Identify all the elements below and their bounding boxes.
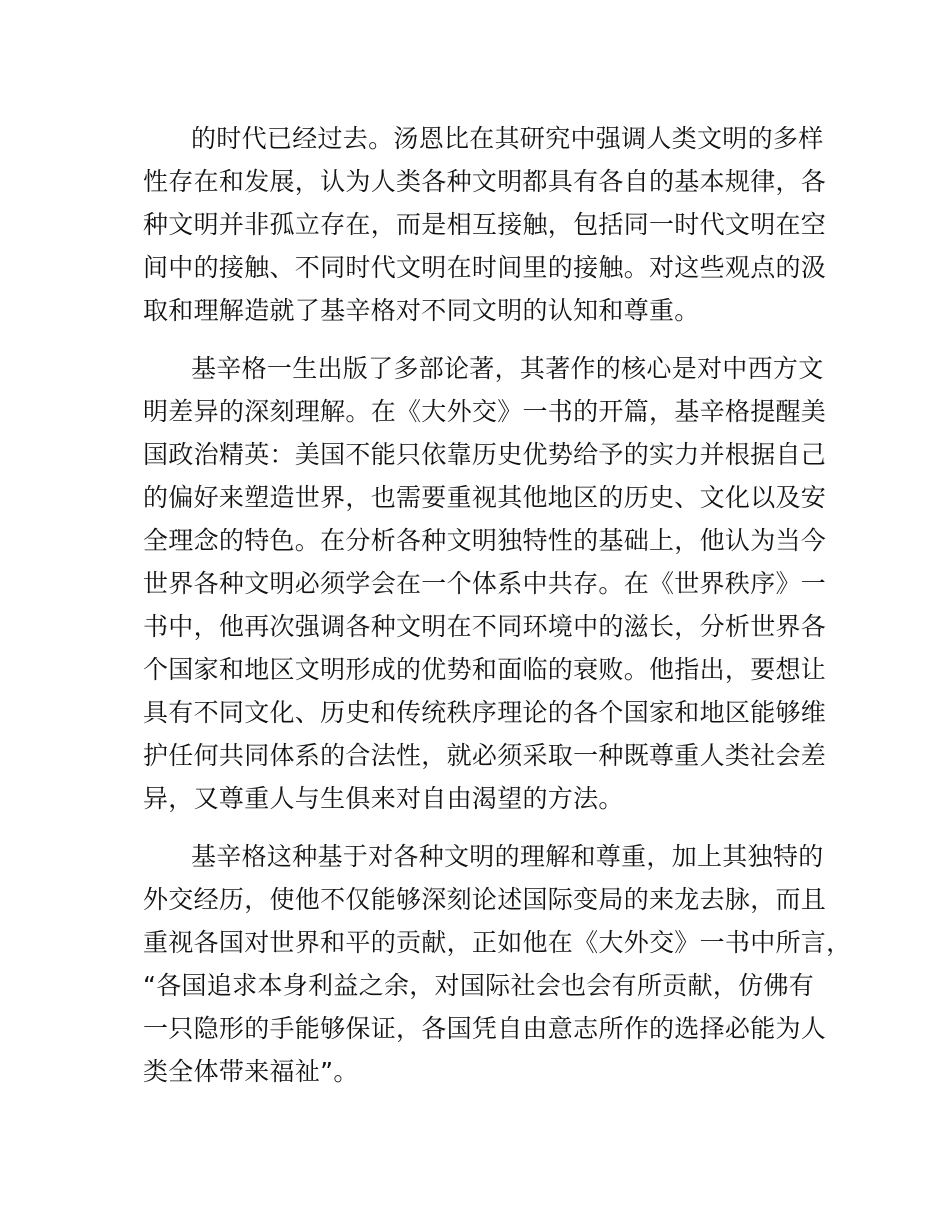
text-line: 世界各种文明必须学会在一个体系中共存。在《世界秩序》一	[143, 569, 827, 598]
paragraph-3	[143, 835, 852, 1093]
text-line: 基辛格一生出版了多部论著，其著作的核心是对中西方文	[191, 354, 824, 383]
text-line: 一只隐形的手能够保证，各国凭自由意志所作的选择必能为人	[143, 1014, 827, 1043]
document-page	[143, 117, 852, 1108]
text-line: “各国追求本身利益之余，对国际社会也会有所贡献，仿佛有	[143, 971, 815, 1000]
text-line: 的偏好来塑造世界，也需要重视其他地区的历史、文化以及安	[143, 483, 827, 512]
text-line: 类全体带来福祉”。	[143, 1057, 359, 1086]
paragraph-1	[143, 117, 843, 332]
text-line: 国政治精英：美国不能只依靠历史优势给予的实力并根据自己	[143, 440, 827, 469]
text-line: 重视各国对世界和平的贡献，正如他在《大外交》一书中所言，	[143, 928, 852, 957]
text-line: 基辛格这种基于对各种文明的理解和尊重，加上其独特的	[191, 842, 824, 871]
text-line: 书中，他再次强调各种文明在不同环境中的滋长，分析世界各	[143, 612, 827, 641]
text-line: 具有不同文化、历史和传统秩序理论的各个国家和地区能够维	[143, 698, 827, 727]
text-line: 取和理解造就了基辛格对不同文明的认知和尊重。	[143, 296, 700, 325]
text-line: 性存在和发展，认为人类各种文明都具有各自的基本规律，各	[143, 167, 827, 196]
text-line: 个国家和地区文明形成的优势和面临的衰败。他指出，要想让	[143, 655, 827, 684]
text-line: 明差异的深刻理解。在《大外交》一书的开篇，基辛格提醒美	[143, 397, 827, 426]
text-line: 护任何共同体系的合法性，就必须采取一种既尊重人类社会差	[143, 741, 827, 770]
text-line: 异，又尊重人与生俱来对自由渴望的方法。	[143, 784, 624, 813]
text-line: 种文明并非孤立存在，而是相互接触，包括同一时代文明在空	[143, 210, 827, 239]
text-line: 外交经历，使他不仅能够深刻论述国际变局的来龙去脉，而且	[143, 885, 827, 914]
text-line: 的时代已经过去。汤恩比在其研究中强调人类文明的多样	[191, 124, 824, 153]
paragraph-2	[143, 347, 843, 820]
text-line: 全理念的特色。在分析各种文明独特性的基础上，他认为当今	[143, 526, 827, 555]
text-line: 间中的接触、不同时代文明在时间里的接触。对这些观点的汲	[143, 253, 827, 282]
